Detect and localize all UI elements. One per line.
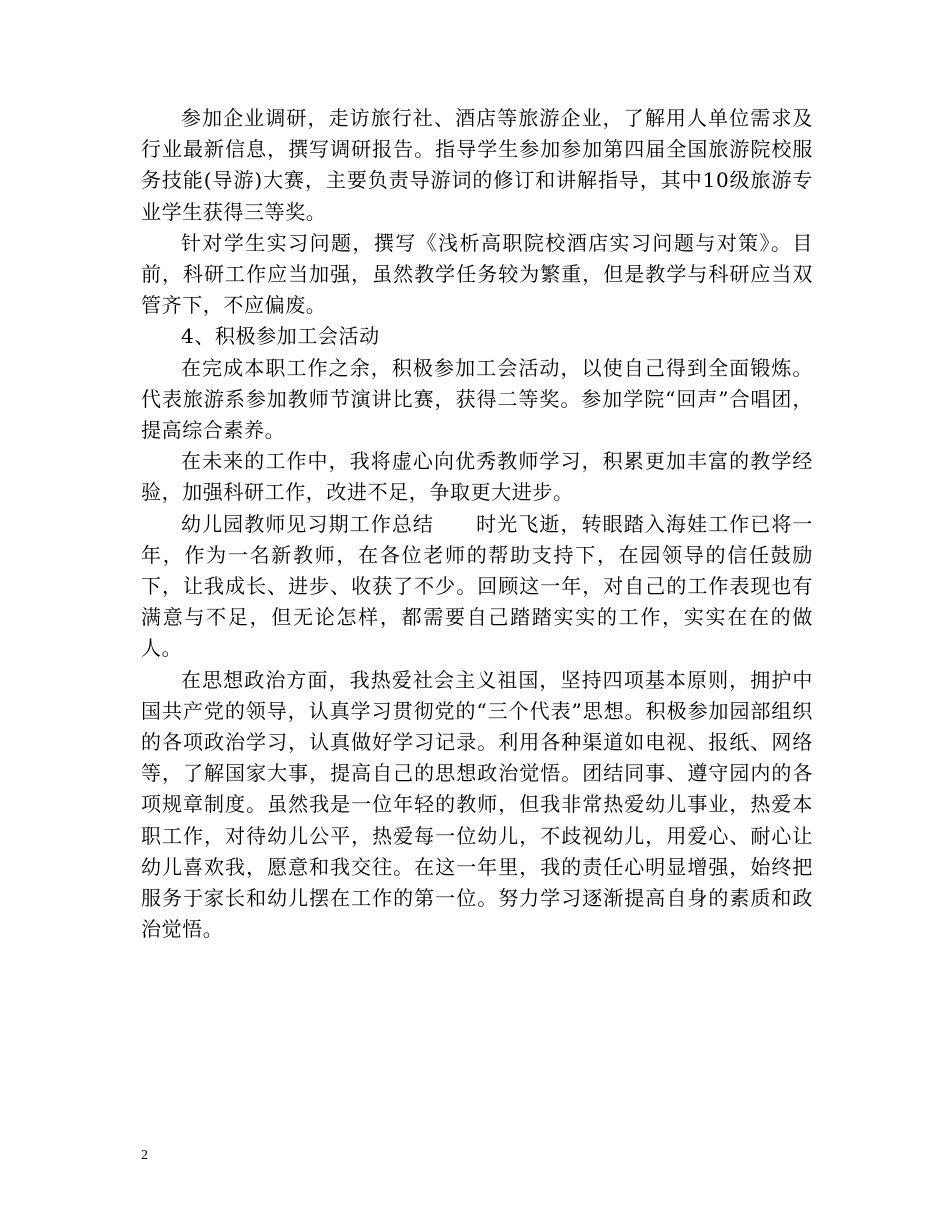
paragraph-future-plans: 在未来的工作中，我将虚心向优秀教师学习，积累更加丰富的教学经验，加强科研工作，改进不足，争取更大进步。: [141, 449, 813, 505]
paragraph-internship-research: 针对学生实习问题，撰写《浅析高职院校酒店实习问题与对策》。目前，科研工作应当加强，虽然教学任务较为繁重，但是教学与科研应当双管齐下，不应偏废。: [141, 230, 813, 318]
document-body: [141, 103, 813, 945]
paragraph-kindergarten-summary: 幼儿园教师见习期工作总结 时光飞逝，转眼踏入海娃工作已将一年，作为一名新教师，在各位老师的帮助支持下，在园领导的信任鼓励下，让我成长、进步、收获了不少。回顾这一年，对自己的工作表现也有满意与不足，但无论怎样，都需要自己踏踏实实的工作，实实在在的做人。: [141, 511, 813, 661]
paragraph-political-thought: 在思想政治方面，我热爱社会主义祖国，坚持四项基本原则，拥护中国共产党的领导，认真学习贯彻党的“三个代表”思想。积极参加园部组织的各项政治学习，认真做好学习记录。利用各种渠道如电视、报纸、网络等，了解国家大事，提高自己的思想政治觉悟。团结同事、遵守园内的各项规章制度。虽然我是一位年轻的教师，但我非常热爱幼儿事业，热爱本职工作，对待幼儿公平，热爱每一位幼儿，不歧视幼儿，用爱心、耐心让幼儿喜欢我，愿意和我交往。在这一年里，我的责任心明显增强，始终把服务于家长和幼儿摆在工作的第一位。努力学习逐渐提高自身的素质和政治觉悟。: [141, 667, 813, 942]
paragraph-enterprise-research: 参加企业调研，走访旅行社、酒店等旅游企业，了解用人单位需求及行业最新信息，撰写调研报告。指导学生参加参加第四届全国旅游院校服务技能(导游)大赛，主要负责导游词的修订和讲解指导，其中10级旅游专业学生获得三等奖。: [141, 106, 813, 224]
section-heading-union-activities: 4、积极参加工会活动: [181, 324, 380, 349]
paragraph-union-activities: 在完成本职工作之余，积极参加工会活动，以使自己得到全面锻炼。代表旅游系参加教师节演讲比赛，获得二等奖。参加学院“回声”合唱团，提高综合素养。: [141, 355, 813, 443]
page-number: 2: [141, 1148, 148, 1163]
